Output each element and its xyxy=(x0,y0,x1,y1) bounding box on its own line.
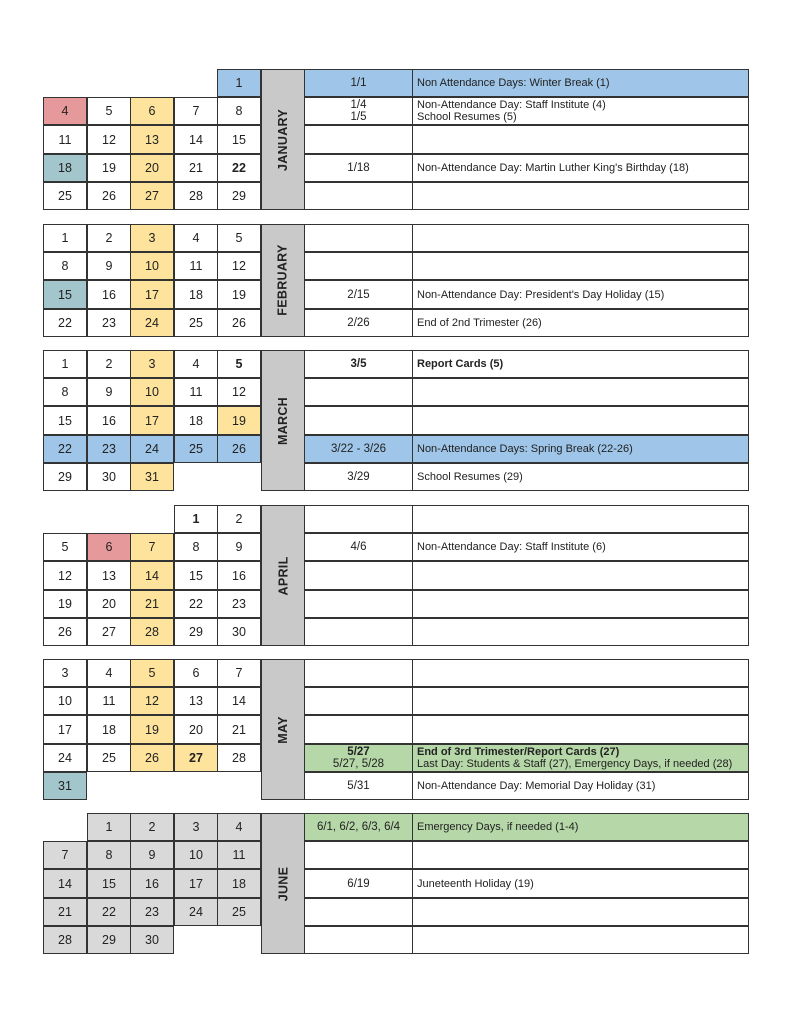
day-cell: 17 xyxy=(43,715,87,743)
day-cell: 14 xyxy=(217,687,261,715)
event-date-cell xyxy=(304,406,413,434)
event-description: Non-Attendance Days: Spring Break (22-26) xyxy=(417,442,633,455)
day-cell: 18 xyxy=(174,280,218,308)
day-cell: 26 xyxy=(87,182,131,210)
event-date: 5/31 xyxy=(347,779,370,792)
event-date-cell xyxy=(304,813,413,841)
day-cell: 24 xyxy=(130,309,174,337)
day-cell: 6 xyxy=(174,659,218,687)
event-date-cell xyxy=(304,69,413,97)
event-description-cell xyxy=(412,69,749,97)
day-cell: 22 xyxy=(43,309,87,337)
day-cell: 8 xyxy=(174,533,218,561)
event-description: End of 2nd Trimester (26) xyxy=(417,316,542,329)
event-description: Non-Attendance Day: President's Day Holiday (15) xyxy=(417,288,665,301)
event-date-cell xyxy=(304,561,413,589)
event-date: 3/29 xyxy=(347,470,370,483)
event-description-cell xyxy=(412,659,749,687)
day-cell: 1 xyxy=(43,350,87,378)
event-date: 1/5 xyxy=(350,111,367,124)
day-cell: 18 xyxy=(43,154,87,182)
day-cell: 7 xyxy=(174,97,218,125)
day-cell: 12 xyxy=(87,125,131,153)
event-date-cell xyxy=(304,182,413,210)
event-description-cell xyxy=(412,224,749,252)
event-date: 1/1 xyxy=(350,77,367,90)
day-cell: 27 xyxy=(174,744,218,772)
month-label xyxy=(261,659,305,800)
day-cell: 9 xyxy=(87,252,131,280)
day-cell: 4 xyxy=(217,813,261,841)
day-cell: 1 xyxy=(217,69,261,97)
day-cell: 14 xyxy=(43,869,87,897)
day-cell: 22 xyxy=(87,898,131,926)
event-date-cell xyxy=(304,463,413,491)
event-date: 1/18 xyxy=(347,161,370,174)
event-description-cell xyxy=(412,687,749,715)
event-description: Juneteenth Holiday (19) xyxy=(417,877,534,890)
event-description-cell xyxy=(412,813,749,841)
event-date-cell xyxy=(304,715,413,743)
event-description-cell xyxy=(412,125,749,153)
day-cell: 4 xyxy=(43,97,87,125)
month-label xyxy=(261,350,305,491)
event-description-cell xyxy=(412,182,749,210)
event-date-cell xyxy=(304,280,413,308)
event-description-cell xyxy=(412,869,749,897)
day-cell: 28 xyxy=(174,182,218,210)
day-cell: 22 xyxy=(43,435,87,463)
day-cell: 8 xyxy=(43,252,87,280)
day-cell: 6 xyxy=(130,97,174,125)
day-cell: 4 xyxy=(87,659,131,687)
day-cell: 5 xyxy=(217,350,261,378)
event-date-cell xyxy=(304,869,413,897)
day-cell: 12 xyxy=(43,561,87,589)
day-cell: 29 xyxy=(174,618,218,646)
month-section-april xyxy=(43,505,749,646)
day-cell: 28 xyxy=(43,926,87,954)
event-date: 4/6 xyxy=(350,541,367,554)
day-cell: 23 xyxy=(87,309,131,337)
day-cell: 11 xyxy=(87,687,131,715)
event-description: Emergency Days, if needed (1-4) xyxy=(417,821,579,834)
event-description-cell xyxy=(412,561,749,589)
day-cell: 20 xyxy=(130,154,174,182)
event-description: School Resumes (29) xyxy=(417,470,523,483)
day-cell: 19 xyxy=(87,154,131,182)
event-description: School Resumes (5) xyxy=(417,111,517,124)
month-section-february xyxy=(43,224,749,337)
day-cell: 7 xyxy=(130,533,174,561)
event-date: 5/27 xyxy=(347,745,370,758)
day-cell: 7 xyxy=(217,659,261,687)
day-cell: 24 xyxy=(174,898,218,926)
month-name: APRIL xyxy=(276,556,290,595)
event-description-cell xyxy=(412,252,749,280)
day-cell: 17 xyxy=(130,406,174,434)
event-date-cell xyxy=(304,154,413,182)
day-cell: 10 xyxy=(130,252,174,280)
event-date-cell xyxy=(304,309,413,337)
day-cell: 28 xyxy=(217,744,261,772)
month-section-may xyxy=(43,659,749,800)
month-name: MAY xyxy=(276,715,290,744)
day-cell: 5 xyxy=(43,533,87,561)
event-description-cell xyxy=(412,590,749,618)
day-cell: 27 xyxy=(87,618,131,646)
event-date-cell xyxy=(304,378,413,406)
month-section-january xyxy=(43,69,749,210)
day-cell: 3 xyxy=(130,350,174,378)
event-description-cell xyxy=(412,618,749,646)
event-description-cell xyxy=(412,280,749,308)
day-cell: 25 xyxy=(174,309,218,337)
event-description-cell xyxy=(412,97,749,125)
event-description: Non-Attendance Day: Staff Institute (4) xyxy=(417,99,606,112)
month-name: JANUARY xyxy=(276,108,290,171)
day-cell: 14 xyxy=(174,125,218,153)
month-label xyxy=(261,813,305,954)
day-cell: 18 xyxy=(217,869,261,897)
day-cell: 3 xyxy=(174,813,218,841)
day-cell: 13 xyxy=(130,125,174,153)
day-cell: 11 xyxy=(174,378,218,406)
day-cell: 27 xyxy=(130,182,174,210)
day-cell: 13 xyxy=(87,561,131,589)
day-cell: 24 xyxy=(43,744,87,772)
day-cell: 1 xyxy=(174,505,218,533)
day-cell: 12 xyxy=(217,252,261,280)
day-cell: 4 xyxy=(174,350,218,378)
event-date: 3/5 xyxy=(350,358,367,371)
day-cell: 26 xyxy=(217,309,261,337)
event-date-cell xyxy=(304,533,413,561)
day-cell: 2 xyxy=(217,505,261,533)
event-description-cell xyxy=(412,350,749,378)
event-description: Non-Attendance Day: Martin Luther King's Birthday (18) xyxy=(417,161,689,174)
day-cell: 11 xyxy=(43,125,87,153)
event-description-cell xyxy=(412,435,749,463)
event-description-cell xyxy=(412,378,749,406)
day-cell: 18 xyxy=(174,406,218,434)
day-cell: 19 xyxy=(130,715,174,743)
day-cell: 30 xyxy=(217,618,261,646)
day-cell: 2 xyxy=(130,813,174,841)
event-date-cell xyxy=(304,841,413,869)
day-cell: 30 xyxy=(87,463,131,491)
day-cell: 15 xyxy=(174,561,218,589)
event-date-cell xyxy=(304,97,413,125)
day-cell: 20 xyxy=(174,715,218,743)
day-cell: 25 xyxy=(174,435,218,463)
day-cell: 15 xyxy=(43,406,87,434)
day-cell: 18 xyxy=(87,715,131,743)
event-date-cell xyxy=(304,435,413,463)
event-description: Last Day: Students & Staff (27), Emergency Days, if needed (28) xyxy=(417,757,733,770)
day-cell: 9 xyxy=(130,841,174,869)
day-cell: 10 xyxy=(43,687,87,715)
day-cell: 29 xyxy=(87,926,131,954)
event-description-cell xyxy=(412,744,749,772)
day-cell: 21 xyxy=(217,715,261,743)
day-cell: 12 xyxy=(217,378,261,406)
day-cell: 5 xyxy=(130,659,174,687)
day-cell: 16 xyxy=(130,869,174,897)
event-date-cell xyxy=(304,659,413,687)
day-cell: 1 xyxy=(87,813,131,841)
event-date-cell xyxy=(304,590,413,618)
day-cell: 10 xyxy=(130,378,174,406)
event-date-cell xyxy=(304,926,413,954)
day-cell: 21 xyxy=(130,590,174,618)
day-cell: 16 xyxy=(87,280,131,308)
day-cell: 15 xyxy=(87,869,131,897)
day-cell: 21 xyxy=(174,154,218,182)
event-date: 6/1, 6/2, 6/3, 6/4 xyxy=(316,821,401,834)
day-cell: 25 xyxy=(43,182,87,210)
day-cell: 4 xyxy=(174,224,218,252)
day-cell: 14 xyxy=(130,561,174,589)
day-cell: 11 xyxy=(217,841,261,869)
day-cell: 7 xyxy=(43,841,87,869)
day-cell: 15 xyxy=(217,125,261,153)
day-cell: 2 xyxy=(87,350,131,378)
day-cell: 26 xyxy=(130,744,174,772)
day-cell: 8 xyxy=(43,378,87,406)
day-cell: 13 xyxy=(174,687,218,715)
month-label xyxy=(261,69,305,210)
month-section-march xyxy=(43,350,749,491)
day-cell: 23 xyxy=(87,435,131,463)
day-cell: 21 xyxy=(43,898,87,926)
day-cell: 11 xyxy=(174,252,218,280)
event-description-cell xyxy=(412,898,749,926)
event-description: Non-Attendance Day: Memorial Day Holiday (31) xyxy=(417,779,656,792)
event-date-cell xyxy=(304,350,413,378)
day-cell: 3 xyxy=(43,659,87,687)
event-description-cell xyxy=(412,926,749,954)
event-description-cell xyxy=(412,309,749,337)
day-cell: 29 xyxy=(43,463,87,491)
event-description-cell xyxy=(412,463,749,491)
day-cell: 24 xyxy=(130,435,174,463)
event-description-cell xyxy=(412,406,749,434)
event-description: Non-Attendance Day: Staff Institute (6) xyxy=(417,541,606,554)
day-cell: 31 xyxy=(130,463,174,491)
event-date: 6/19 xyxy=(347,877,370,890)
day-cell: 5 xyxy=(87,97,131,125)
event-date-cell xyxy=(304,224,413,252)
event-description-cell xyxy=(412,505,749,533)
event-description: Report Cards (5) xyxy=(417,358,504,371)
event-date: 2/15 xyxy=(347,288,370,301)
day-cell: 23 xyxy=(217,590,261,618)
event-date: 5/27, 5/28 xyxy=(332,757,385,770)
day-cell: 8 xyxy=(87,841,131,869)
day-cell: 23 xyxy=(130,898,174,926)
day-cell: 9 xyxy=(87,378,131,406)
day-cell: 20 xyxy=(87,590,131,618)
day-cell: 19 xyxy=(217,280,261,308)
event-description-cell xyxy=(412,154,749,182)
day-cell: 25 xyxy=(217,898,261,926)
month-label xyxy=(261,224,305,337)
day-cell: 25 xyxy=(87,744,131,772)
day-cell: 1 xyxy=(43,224,87,252)
day-cell: 30 xyxy=(130,926,174,954)
event-description-cell xyxy=(412,715,749,743)
event-date-cell xyxy=(304,125,413,153)
day-cell: 29 xyxy=(217,182,261,210)
day-cell: 8 xyxy=(217,97,261,125)
day-cell: 3 xyxy=(130,224,174,252)
day-cell: 16 xyxy=(217,561,261,589)
day-cell: 15 xyxy=(43,280,87,308)
day-cell: 19 xyxy=(217,406,261,434)
day-cell: 22 xyxy=(217,154,261,182)
month-name: FEBRUARY xyxy=(276,244,291,317)
day-cell: 16 xyxy=(87,406,131,434)
month-section-june xyxy=(43,813,749,954)
day-cell: 26 xyxy=(217,435,261,463)
event-date-cell xyxy=(304,505,413,533)
day-cell: 10 xyxy=(174,841,218,869)
day-cell: 22 xyxy=(174,590,218,618)
day-cell: 5 xyxy=(217,224,261,252)
event-date-cell xyxy=(304,252,413,280)
day-cell: 31 xyxy=(43,772,87,800)
event-date-cell xyxy=(304,772,413,800)
day-cell: 17 xyxy=(174,869,218,897)
day-cell: 26 xyxy=(43,618,87,646)
event-date: 2/26 xyxy=(347,316,370,329)
event-date-cell xyxy=(304,744,413,772)
month-name: JUNE xyxy=(275,866,290,901)
day-cell: 28 xyxy=(130,618,174,646)
event-description: End of 3rd Trimester/Report Cards (27) xyxy=(417,745,620,758)
event-date-cell xyxy=(304,618,413,646)
day-cell: 9 xyxy=(217,533,261,561)
event-description-cell xyxy=(412,772,749,800)
event-date-cell xyxy=(304,687,413,715)
event-description-cell xyxy=(412,841,749,869)
day-cell: 17 xyxy=(130,280,174,308)
day-cell: 12 xyxy=(130,687,174,715)
event-date: 3/22 - 3/26 xyxy=(331,442,386,455)
day-cell: 19 xyxy=(43,590,87,618)
event-date-cell xyxy=(304,898,413,926)
event-date: 1/4 xyxy=(350,99,367,112)
month-label xyxy=(261,505,305,646)
month-name: MARCH xyxy=(276,396,290,445)
day-cell: 6 xyxy=(87,533,131,561)
event-description-cell xyxy=(412,533,749,561)
event-description: Non Attendance Days: Winter Break (1) xyxy=(417,77,610,90)
day-cell: 2 xyxy=(87,224,131,252)
